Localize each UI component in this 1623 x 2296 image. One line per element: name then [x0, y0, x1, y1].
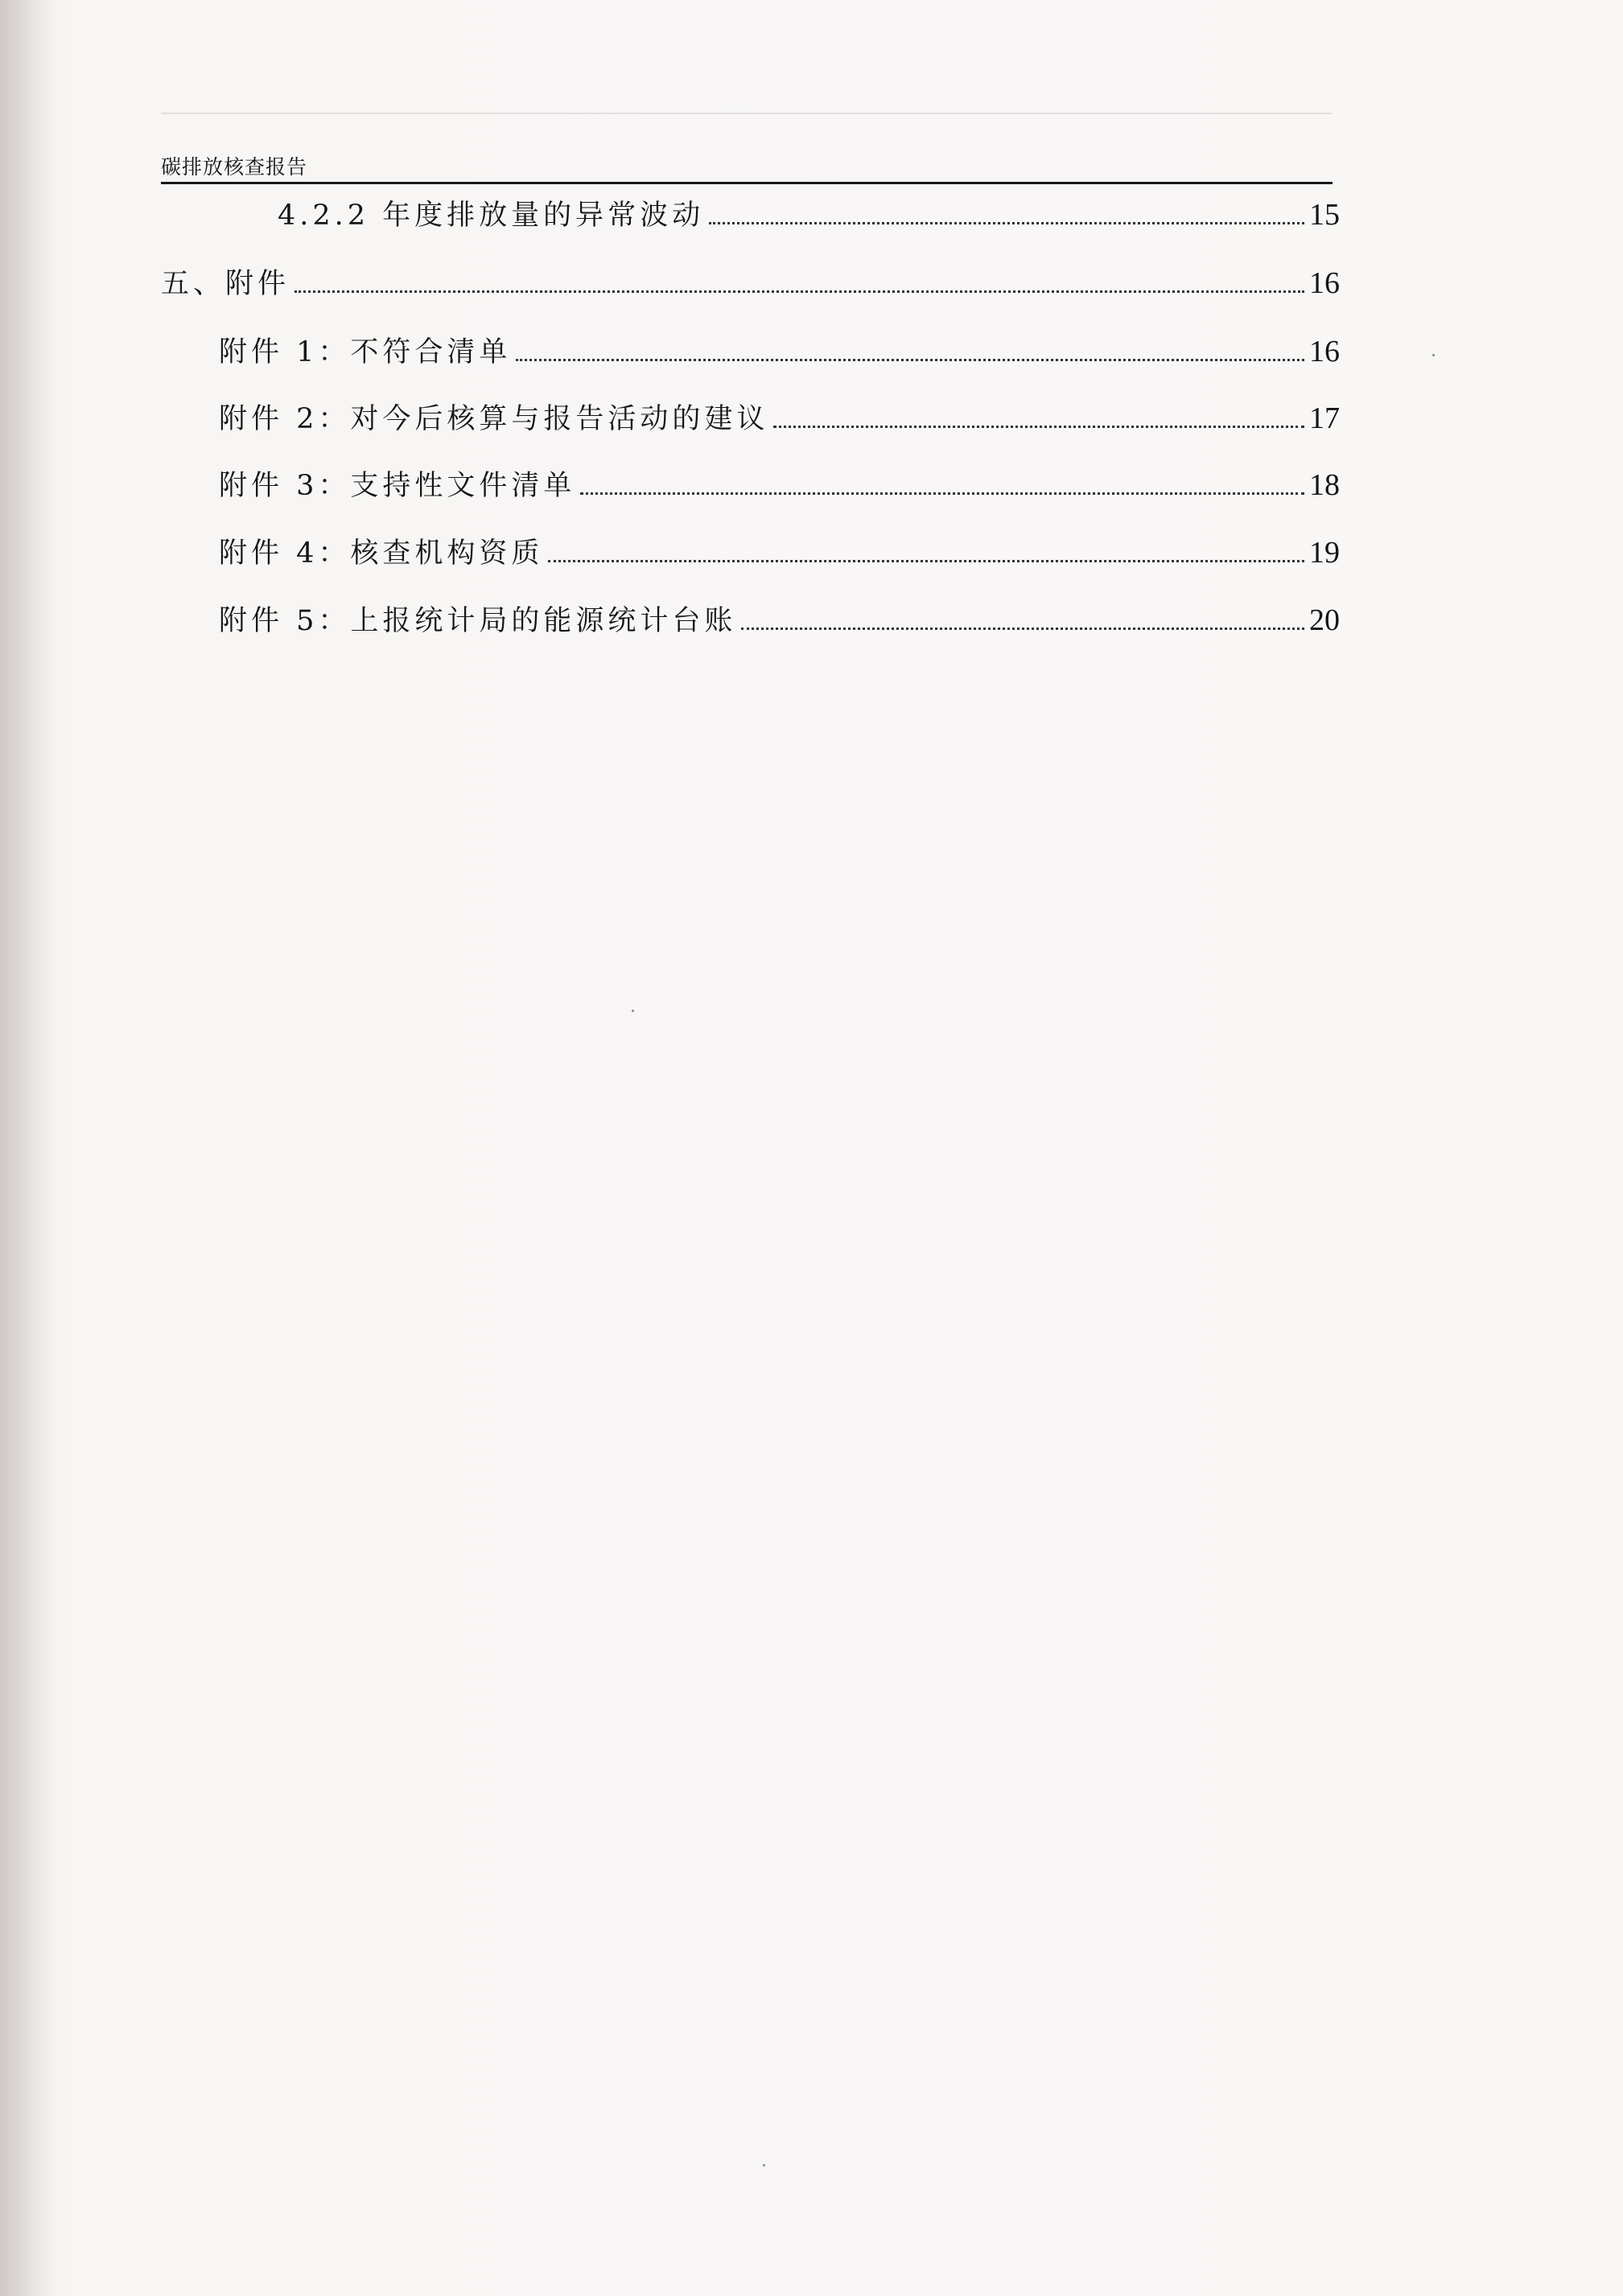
toc-entry-text: 附件 3：支持性文件清单 — [219, 470, 576, 502]
toc-leader-dots — [295, 290, 1304, 293]
toc-leader-dots — [741, 627, 1304, 630]
toc-entry-appendix-1 — [219, 330, 1340, 370]
header-title: 碳排放核查报告 — [161, 155, 308, 179]
toc-entry-appendix-2 — [219, 397, 1340, 437]
toc-entry-page: 16 — [1309, 335, 1340, 368]
page-edge-shadow — [0, 0, 56, 2296]
toc-entry-text: 附件 2：对今后核算与报告活动的建议 — [219, 403, 769, 435]
paper-speck — [763, 2164, 765, 2166]
toc-entry-page: 16 — [1309, 266, 1340, 300]
toc-leader-dots — [580, 492, 1304, 495]
toc-entry-appendix-5 — [219, 599, 1340, 639]
toc-entry-page: 18 — [1309, 468, 1340, 502]
toc-leader-dots — [516, 358, 1304, 361]
toc-entry-page: 17 — [1309, 401, 1340, 435]
toc-leader-dots — [773, 425, 1304, 428]
toc-entry-text: 4.2.2 年度排放量的异常波动 — [278, 200, 705, 232]
toc-entry-text: 附件 1：不符合清单 — [219, 336, 512, 368]
toc-leader-dots — [548, 559, 1304, 562]
toc-entry-appendix — [161, 261, 1340, 302]
toc-entry-4-2-2 — [278, 193, 1340, 233]
toc-entry-page: 19 — [1309, 536, 1340, 570]
page-header — [161, 151, 1332, 180]
paper-speck — [1432, 354, 1435, 356]
toc-entry-appendix-4 — [219, 531, 1340, 571]
toc-entry-page: 20 — [1309, 603, 1340, 637]
toc-entry-text: 附件 5：上报统计局的能源统计台账 — [219, 605, 737, 637]
toc-leader-dots — [709, 221, 1304, 224]
paper-speck — [632, 1010, 634, 1012]
toc-entry-text: 五、附件 — [161, 268, 290, 300]
toc-entry-page: 15 — [1309, 198, 1340, 232]
toc-entry-text: 附件 4：核查机构资质 — [219, 537, 544, 570]
toc-entry-appendix-3 — [219, 463, 1340, 504]
faint-bleed-rule — [161, 113, 1332, 114]
header-rule — [161, 182, 1333, 184]
